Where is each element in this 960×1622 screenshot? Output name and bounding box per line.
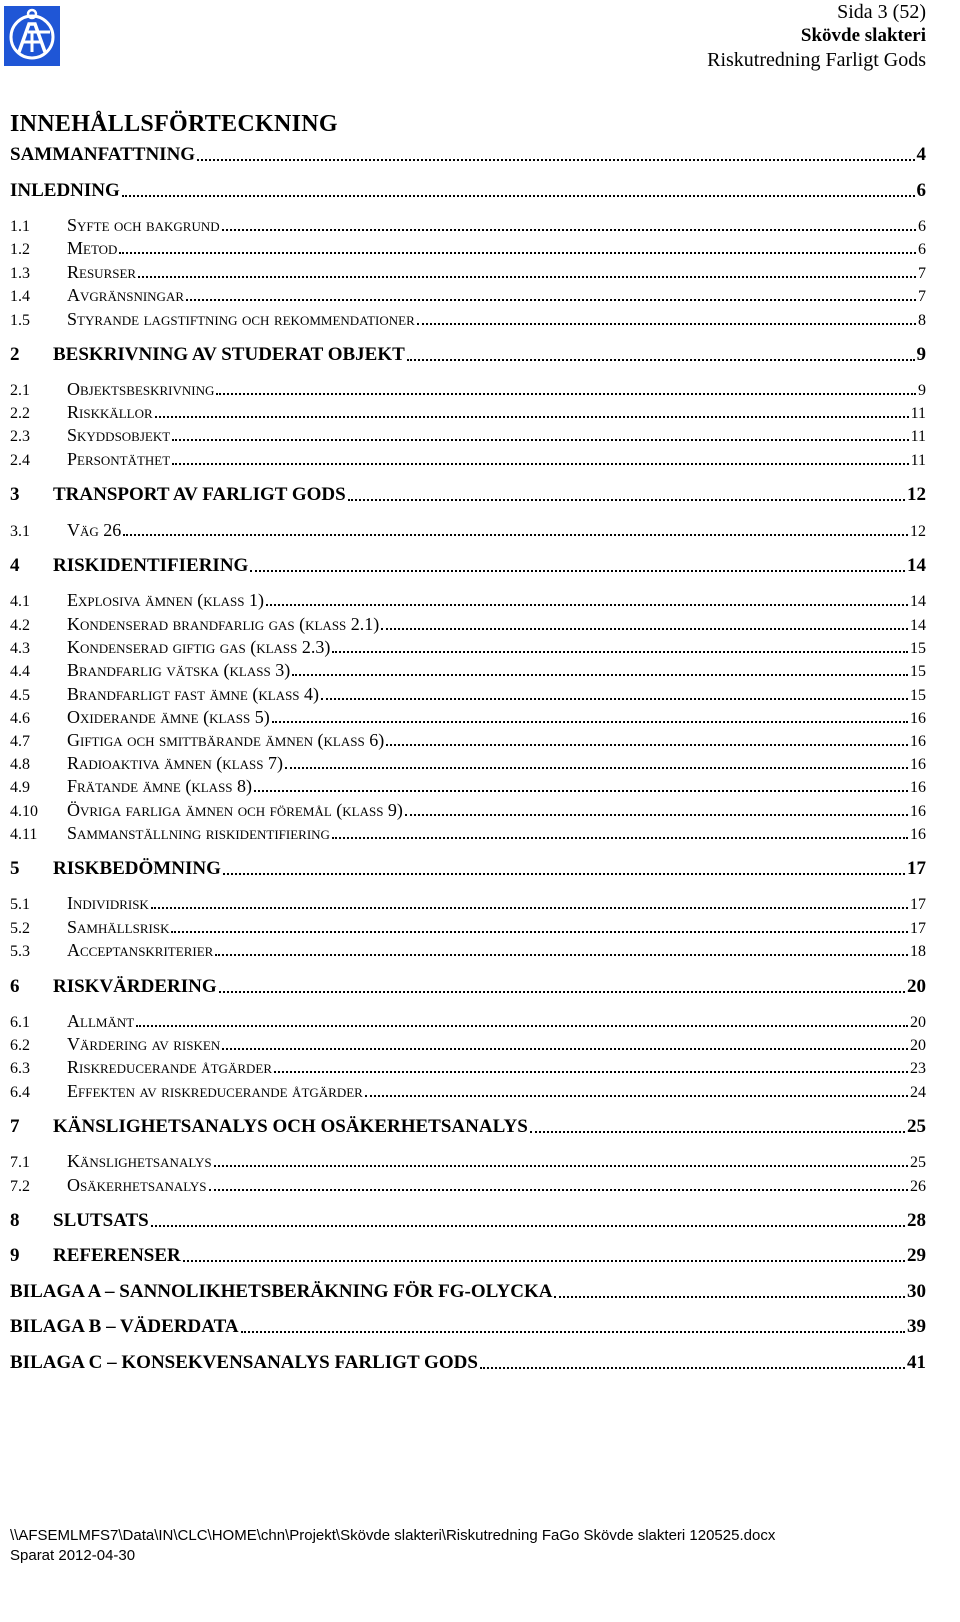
toc-entry-page: 12 <box>907 484 926 505</box>
toc-entry-number: 3 <box>10 484 20 505</box>
toc-entry-number: 1.3 <box>10 265 30 282</box>
toc-entry-page: 29 <box>907 1245 926 1266</box>
company-name: Skövde slakteri <box>800 25 926 46</box>
toc-entry[interactable] <box>10 858 926 880</box>
toc-dot-leader <box>386 744 908 746</box>
toc-dot-leader <box>554 1296 905 1298</box>
toc-dot-leader <box>186 299 916 301</box>
toc-entry-page: 39 <box>907 1316 926 1337</box>
toc-entry-number: 4 <box>10 555 20 576</box>
toc-entry-label: Kondenserad giftig gas (klass 2.3) <box>67 637 331 657</box>
toc-entry[interactable] <box>10 1116 926 1138</box>
toc-entry-page: 17 <box>907 858 926 879</box>
toc-entry-page: 17 <box>910 920 926 937</box>
toc-entry[interactable] <box>10 402 926 423</box>
toc-entry[interactable] <box>10 144 926 166</box>
toc-dot-leader <box>223 873 905 875</box>
toc-dot-leader <box>151 1225 905 1227</box>
toc-entry[interactable] <box>10 1352 926 1374</box>
toc-entry-label: RISKIDENTIFIERING <box>53 555 249 576</box>
toc-entry-label: Resurser <box>67 262 137 282</box>
toc-entry-number: 5.1 <box>10 896 30 913</box>
toc-entry-label: INLEDNING <box>10 180 120 201</box>
toc-entry-label: Samhällsrisk <box>67 917 170 937</box>
toc-entry-number: 2 <box>10 344 20 365</box>
toc-dot-leader <box>119 252 916 254</box>
toc-entry-page: 6 <box>918 241 926 258</box>
toc-entry-label: Frätande ämne (klass 8) <box>67 776 253 796</box>
toc-dot-leader <box>348 499 905 501</box>
toc-entry-page: 14 <box>907 555 926 576</box>
toc-entry-number: 6.3 <box>10 1060 30 1077</box>
toc-dot-leader <box>216 393 916 395</box>
toc-entry-number: 4.7 <box>10 733 30 750</box>
toc-entry-label: Radioaktiva ämnen (klass 7) <box>67 753 283 773</box>
toc-entry-label: Övriga farliga ämnen och föremål (klass 9) <box>67 800 403 820</box>
toc-entry[interactable] <box>10 917 926 938</box>
toc-entry-label: Effekten av riskreducerande åtgärder <box>67 1081 363 1101</box>
toc-entry-number: 8 <box>10 1210 20 1231</box>
toc-entry-number: 1.4 <box>10 288 30 305</box>
toc-entry-number: 6.2 <box>10 1037 30 1054</box>
toc-dot-leader <box>209 1189 908 1191</box>
toc-entry-number: 6.1 <box>10 1014 30 1031</box>
toc-dot-leader <box>171 931 908 933</box>
toc-entry-number: 4.10 <box>10 803 38 820</box>
toc-entry[interactable] <box>10 660 926 681</box>
toc-entry-label: Persontäthet <box>67 449 171 469</box>
toc-entry[interactable] <box>10 379 926 400</box>
toc-entry[interactable] <box>10 344 926 366</box>
toc-entry-number: 6.4 <box>10 1084 30 1101</box>
toc-entry[interactable] <box>10 730 926 751</box>
toc-dot-leader <box>266 604 908 606</box>
toc-entry-label: SAMMANFATTNING <box>10 144 196 165</box>
toc-entry-label: Riskreducerande åtgärder <box>67 1057 273 1077</box>
page-number: Sida 3 (52) <box>837 1 926 23</box>
toc-entry[interactable] <box>10 484 926 506</box>
toc-dot-leader <box>272 721 908 723</box>
toc-entry[interactable] <box>10 637 926 658</box>
toc-entry-label: RISKVÄRDERING <box>53 976 217 997</box>
toc-entry-page: 23 <box>910 1060 926 1077</box>
toc-entry-label: Osäkerhetsanalys <box>67 1175 207 1195</box>
toc-dot-leader <box>332 837 908 839</box>
toc-entry[interactable] <box>10 1011 926 1032</box>
toc-entry-page: 20 <box>910 1037 926 1054</box>
toc-dot-leader <box>222 1048 908 1050</box>
toc-entry-label: Skyddsobjekt <box>67 425 171 445</box>
toc-entry-label: Styrande lagstiftning och rekommendationer <box>67 309 415 329</box>
page-footer <box>10 1526 775 1566</box>
toc-entry-page: 15 <box>910 687 926 704</box>
toc-entry-page: 30 <box>907 1281 926 1302</box>
toc-entry-number: 4.11 <box>10 826 38 843</box>
toc-dot-leader <box>365 1095 908 1097</box>
toc-entry-label: TRANSPORT AV FARLIGT GODS <box>53 484 346 505</box>
toc-entry[interactable] <box>10 976 926 998</box>
toc-entry-page: 25 <box>910 1154 926 1171</box>
toc-entry-label: Känslighetsanalys <box>67 1151 212 1171</box>
toc-entry-number: 4.8 <box>10 756 30 773</box>
toc-entry-page: 4 <box>916 144 926 165</box>
toc-dot-leader <box>172 439 908 441</box>
toc-entry-number: 2.2 <box>10 405 30 422</box>
toc-dot-leader <box>274 1071 908 1073</box>
toc-dot-leader <box>123 534 908 536</box>
toc-entry-page: 26 <box>910 1178 926 1195</box>
toc-entry-page: 20 <box>910 1014 926 1031</box>
toc-entry-number: 4.3 <box>10 640 30 657</box>
toc-entry-label: SLUTSATS <box>53 1210 149 1231</box>
toc-entry-page: 11 <box>910 428 926 445</box>
toc-entry-page: 15 <box>910 663 926 680</box>
toc-dot-leader <box>136 1025 908 1027</box>
toc-entry[interactable] <box>10 753 926 774</box>
toc-entry-page: 28 <box>907 1210 926 1231</box>
toc-entry-label: Giftiga och smittbärande ämnen (klass 6) <box>67 730 385 750</box>
toc-entry-page: 25 <box>907 1116 926 1137</box>
toc-entry-page: 9 <box>916 344 926 365</box>
toc-heading: INNEHÅLLSFÖRTECKNING <box>10 111 338 137</box>
toc-entry-page: 41 <box>907 1352 926 1373</box>
toc-entry-page: 16 <box>910 756 926 773</box>
toc-entry-number: 4.6 <box>10 710 30 727</box>
toc-dot-leader <box>321 698 908 700</box>
toc-dot-leader <box>254 790 908 792</box>
toc-entry-label: BILAGA A – SANNOLIKHETSBERÄKNING FÖR FG-OLYCKA <box>10 1281 553 1302</box>
toc-entry-page: 15 <box>910 640 926 657</box>
toc-dot-leader <box>480 1367 905 1369</box>
toc-dot-leader <box>214 1165 908 1167</box>
toc-dot-leader <box>219 991 905 993</box>
toc-entry[interactable] <box>10 707 926 728</box>
toc-dot-leader <box>172 463 908 465</box>
toc-entry-page: 16 <box>910 779 926 796</box>
toc-entry[interactable] <box>10 285 926 306</box>
toc-entry[interactable] <box>10 425 926 446</box>
toc-entry-number: 5 <box>10 858 20 879</box>
toc-dot-leader <box>183 1260 905 1262</box>
toc-dot-leader <box>250 570 905 572</box>
toc-entry-number: 6 <box>10 976 20 997</box>
toc-entry-label: Allmänt <box>67 1011 135 1031</box>
toc-entry-label: Brandfarlig vätska (klass 3) <box>67 660 291 680</box>
company-logo <box>4 6 60 66</box>
toc-entry-page: 11 <box>910 405 926 422</box>
toc-entry[interactable] <box>10 776 926 797</box>
toc-entry[interactable] <box>10 309 926 330</box>
toc-entry-number: 1.2 <box>10 241 30 258</box>
toc-entry-number: 4.9 <box>10 779 30 796</box>
toc-entry-number: 4.1 <box>10 593 30 610</box>
toc-entry-number: 2.1 <box>10 382 30 399</box>
toc-entry-label: Individrisk <box>67 893 149 913</box>
toc-entry-number: 4.4 <box>10 663 30 680</box>
toc-entry-number: 4.2 <box>10 617 30 634</box>
toc-entry-number: 7 <box>10 1116 20 1137</box>
toc-entry[interactable] <box>10 238 926 259</box>
toc-entry[interactable] <box>10 1245 926 1267</box>
toc-dot-leader <box>241 1331 905 1333</box>
toc-entry-label: Metod <box>67 238 118 258</box>
toc-entry-page: 14 <box>910 617 926 634</box>
toc-entry-number: 1.5 <box>10 312 30 329</box>
toc-entry[interactable] <box>10 1175 926 1196</box>
file-path: \\AFSEMLMFS7\Data\IN\CLC\HOME\chn\Projekt\Skövde slakteri\Riskutredning FaGo Skövde slakteri 120525.docx <box>10 1527 776 1544</box>
toc-dot-leader <box>285 767 908 769</box>
toc-entry[interactable] <box>10 555 926 577</box>
toc-entry-label: Explosiva ämnen (klass 1) <box>67 590 264 610</box>
toc-entry-page: 6 <box>918 218 926 235</box>
toc-entry-label: Värdering av risken <box>67 1034 221 1054</box>
toc-entry-page: 7 <box>918 288 926 305</box>
toc-entry-label: BILAGA B – VÄDERDATA <box>10 1316 239 1337</box>
toc-entry[interactable] <box>10 1081 926 1102</box>
toc-entry-page: 18 <box>910 943 926 960</box>
toc-entry-page: 16 <box>910 710 926 727</box>
toc-entry[interactable] <box>10 262 926 283</box>
toc-entry-label: REFERENSER <box>53 1245 181 1266</box>
toc-entry[interactable] <box>10 1151 926 1172</box>
toc-dot-leader <box>122 195 915 197</box>
toc-entry[interactable] <box>10 684 926 705</box>
toc-entry[interactable] <box>10 1034 926 1055</box>
toc-entry-label: Kondenserad brandfarlig gas (klass 2.1) <box>67 614 380 634</box>
toc-dot-leader <box>151 907 908 909</box>
saved-date: Sparat 2012-04-30 <box>10 1547 136 1564</box>
toc-entry-number: 1.1 <box>10 218 30 235</box>
toc-entry-number: 7.1 <box>10 1154 30 1171</box>
toc-entry[interactable] <box>10 1281 926 1303</box>
toc-dot-leader <box>405 814 908 816</box>
toc-entry[interactable] <box>10 1210 926 1232</box>
toc-entry-label: Avgränsningar <box>67 285 185 305</box>
toc-entry-page: 16 <box>910 803 926 820</box>
toc-entry-page: 11 <box>910 452 926 469</box>
toc-entry-label: Brandfarligt fast ämne (klass 4) <box>67 684 320 704</box>
page-header <box>707 0 926 72</box>
toc-entry[interactable] <box>10 449 926 470</box>
toc-entry[interactable] <box>10 1316 926 1338</box>
toc-entry-page: 12 <box>910 523 926 540</box>
toc-entry-label: Riskkällor <box>67 402 153 422</box>
toc-entry-page: 20 <box>907 976 926 997</box>
toc-dot-leader <box>222 229 916 231</box>
toc-entry[interactable] <box>10 1057 926 1078</box>
toc-entry-number: 9 <box>10 1245 20 1266</box>
toc-entry[interactable] <box>10 800 926 821</box>
toc-entry-label: Syfte och bakgrund <box>67 215 220 235</box>
toc-entry-number: 3.1 <box>10 523 30 540</box>
toc-dot-leader <box>215 954 908 956</box>
toc-entry-number: 2.3 <box>10 428 30 445</box>
toc-entry-page: 17 <box>910 896 926 913</box>
toc-entry-number: 2.4 <box>10 452 30 469</box>
toc-entry-page: 7 <box>918 265 926 282</box>
toc-entry-page: 24 <box>910 1084 926 1101</box>
toc-entry[interactable] <box>10 520 926 541</box>
toc-entry[interactable] <box>10 590 926 611</box>
toc-dot-leader <box>381 628 908 630</box>
toc-entry-label: Sammanställning riskidentifiering <box>67 823 330 843</box>
toc-entry-label: Objektsbeskrivning <box>67 379 215 399</box>
toc-entry-page: 9 <box>918 382 926 399</box>
toc-entry-page: 16 <box>910 826 926 843</box>
toc-dot-leader <box>332 651 908 653</box>
toc-entry-number: 5.2 <box>10 920 30 937</box>
toc-entry-label: RISKBEDÖMNING <box>53 858 221 879</box>
toc-entry-number: 7.2 <box>10 1178 30 1195</box>
toc-entry-number: 4.5 <box>10 687 30 704</box>
toc-dot-leader <box>417 323 916 325</box>
toc-entry[interactable] <box>10 893 926 914</box>
toc-entry[interactable] <box>10 614 926 635</box>
toc-entry[interactable] <box>10 940 926 961</box>
toc-entry[interactable] <box>10 823 926 844</box>
toc-entry-page: 14 <box>910 593 926 610</box>
toc-entry-page: 6 <box>916 180 926 201</box>
toc-entry-page: 8 <box>918 312 926 329</box>
toc-dot-leader <box>155 416 909 418</box>
toc-dot-leader <box>407 359 915 361</box>
toc-dot-leader <box>530 1131 905 1133</box>
toc-entry[interactable] <box>10 180 926 202</box>
toc-dot-leader <box>197 159 914 161</box>
document-title: Riskutredning Farligt Gods <box>707 49 926 71</box>
toc-entry-label: Acceptanskriterier <box>67 940 214 960</box>
toc-entry[interactable] <box>10 215 926 236</box>
toc-dot-leader <box>292 674 908 676</box>
toc-entry-label: Oxiderande ämne (klass 5) <box>67 707 270 727</box>
toc-dot-leader <box>138 276 916 278</box>
toc-entry-label: BILAGA C – KONSEKVENSANALYS FARLIGT GODS <box>10 1352 478 1373</box>
toc-entry-label: BESKRIVNING AV STUDERAT OBJEKT <box>53 344 405 365</box>
toc-entry-page: 16 <box>910 733 926 750</box>
toc-entry-number: 5.3 <box>10 943 30 960</box>
toc-entry-label: Väg 26 <box>67 520 122 540</box>
toc-entry-label: KÄNSLIGHETSANALYS OCH OSÄKERHETSANALYS <box>53 1116 528 1137</box>
